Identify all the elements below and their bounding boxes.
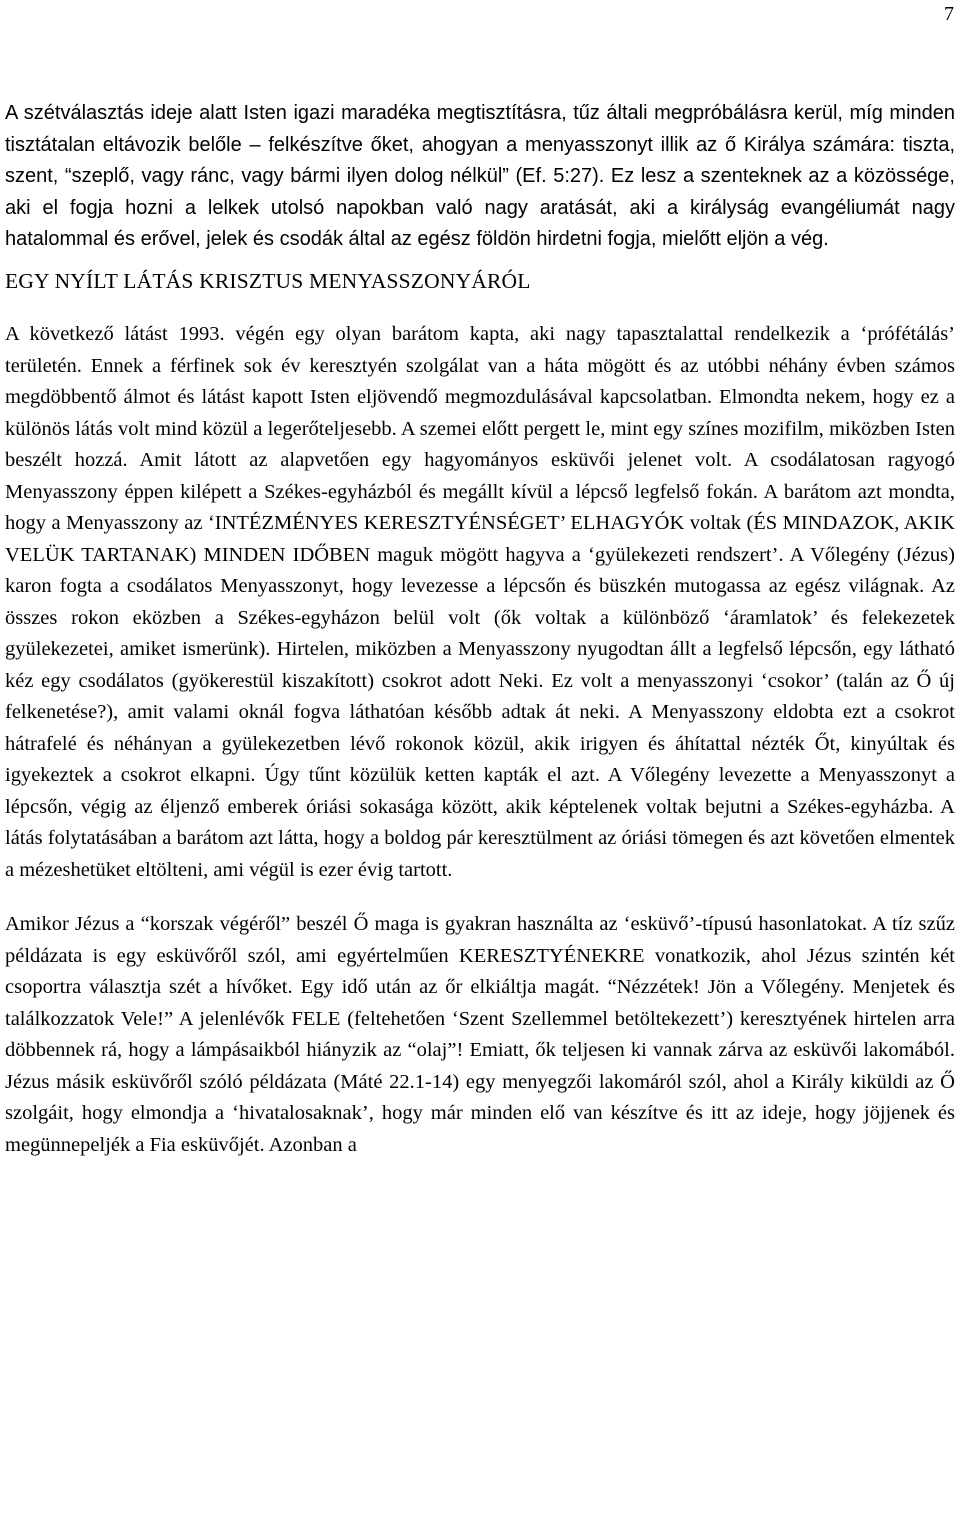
section-heading: EGY NYÍLT LÁTÁS KRISZTUS MENYASSZONYÁRÓL (5, 268, 531, 293)
paragraph-parables: Amikor Jézus a “korszak végéről” beszél Ő maga is gyakran használta az ‘esküvő’-típusú hasonlatokat. A tíz szűz példázata is egy esküvőről szól, ami egyértelműen KERESZTYÉNEKRE vonatkozik, ahol Jézus szintén két csoportra választja szét a hívőket. Egy idő után az őr elkiáltja magát. “Nézzétek! Jön a Vőlegény. Menjetek és találkozzatok Vele!” A jelenlévők FELE (feltehetően ‘Szent Szellemmel betöltekezett’) keresztyének hirtelen arra döbbennek rá, hogy a lámpásaikból hiányzik az “olaj”! Emiatt, ők teljesen ki vannak zárva az esküvői lakomából. Jézus másik esküvőről szóló példázata (Máté 22.1-14) egy menyegzői lakomáról szól, ahol a Király kiküldi az Ő szolgáit, hogy elmondja a ‘hivatalosaknak’, hogy már minden elő van készítve és itt az ideje, hogy jöjjenek és megünnepeljék a Fia esküvőjét. Azonban a (5, 913, 955, 1156)
paragraph-vision: A következő látást 1993. végén egy olyan barátom kapta, aki nagy tapasztalattal rendelkezik a ‘prófétálás’ területén. Ennek a férfinek sok év keresztyén szolgálat van a háta mögött és az utóbbi néhány évben számos megdöbbentő álmot és látást kapott Isten eljövendő megmozdulásával kapcsolatban. Elmondta nekem, hogy ez a különös látás volt mind közül a legerőteljesebb. A szemei előtt pergett le, mint egy színes mozifilm, miközben Isten beszélt hozzá. Amit látott az alapvetően egy hagyományos esküvői jelenet volt. A csodálatosan ragyogó Menyasszony éppen kilépett a Székes-egyházból és megállt kívül a lépcső legfelső fokán. A barátom azt mondta, hogy a Menyasszony az ‘INTÉZMÉNYES KERESZTYÉNSÉGET’ ELHAGYÓK voltak (ÉS MINDAZOK, AKIK VELÜK TARTANAK) MINDEN IDŐBEN maguk mögött hagyva a ‘gyülekezeti rendszert’. A Vőlegény (Jézus) karon fogta a csodálatos Menyasszonyt, hogy levezesse a lépcsőn és büszkén mutogassa az egész világnak. Az összes rokon eközben a Székes-egyházon belül volt (ők voltak a különböző ‘áramlatok’ és felekezetek gyülekezetei, amiket ismerünk). Hirtelen, miközben a Menyasszony nyugodtan állt a legfelső lépcsőn, egy látható kéz egy csodálatos (gyökerestül kiszakított) csokrot adott Neki. Ez volt a menyasszonyi ‘csokor’ (talán az Ő új felkenetése?), amit valami oknál fogva láthatóan később adtak át neki. A Menyasszony eldobta ezt a csokrot hátrafelé és néhányan a gyülekezetben lévő rokonok közül, akik irigyen és áhítattal nézték Őt, kinyúltak és igyekeztek a csokrot elkapni. Úgy tűnt közülük ketten kapták el azt. A Vőlegény levezette a Menyasszonyt a lépcsőn, végig az éljenző emberek óriási sokasága között, akik képtelenek voltak bejutni a Székes-egyházba. A látás folytatásában a barátom azt látta, hogy a boldog pár keresztülment az óriási tömegen és azt követően elmentek a mézeshetüket eltölteni, ami végül is ezer évig tartott. (5, 323, 955, 881)
paragraph-intro: A szétválasztás ideje alatt Isten igazi maradéka megtisztításra, tűz általi megpróbálásra kerül, míg minden tisztátalan eltávozik belőle – felkészítve őket, ahogyan a menyasszonyt illik az ő Királya számára: tiszta, szent, “szeplő, vagy ránc, vagy bármi ilyen dolog nélkül” (Ef. 5:27). Ez lesz a szenteknek az a közössége, aki el fogja hozni a lelkek utolsó napokban való nagy aratását, aki a királyság evangéliumát nagy hatalommal és erővel, jelek és csodák által az egész földön hirdetni fogja, mielőtt eljön a vég. (5, 102, 955, 250)
page-number: 7 (944, 3, 954, 25)
page-body (5, 98, 955, 1161)
